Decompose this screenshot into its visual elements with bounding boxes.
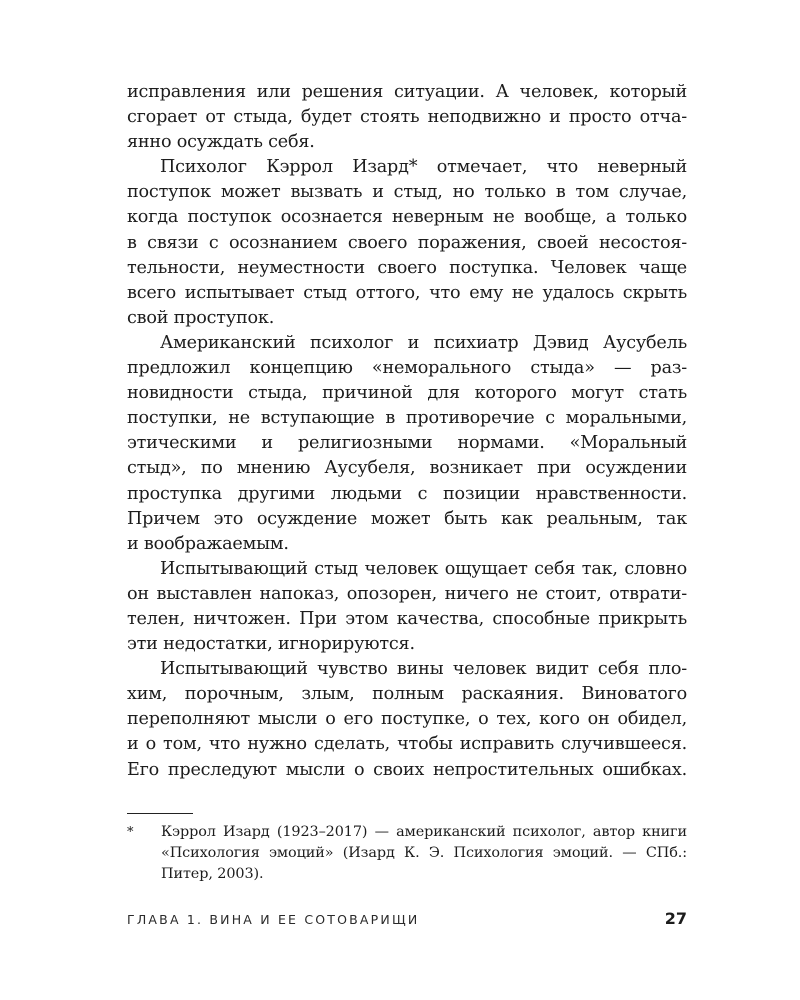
text-line: стыд», по мнению Аусубеля, возникает при осуждении: [127, 458, 687, 479]
text-line: он выставлен напоказ, опозорен, ничего не стоит, отврати-: [127, 583, 687, 604]
text-line: и воображаемым.: [127, 533, 289, 554]
footnote: [127, 822, 687, 885]
text-line: Испытывающий чувство вины человек видит себя пло-: [160, 659, 687, 680]
text-line: когда поступок осознается неверным не вообще, а только: [127, 207, 687, 228]
text-line: исправления или решения ситуации. А человек, который: [127, 82, 687, 102]
text-line: Американский психолог и психиатр Дэвид Аусубель: [160, 332, 687, 353]
body-text: [127, 80, 687, 783]
text-line: в связи с осознанием своего поражения, своей несостоя-: [127, 232, 687, 253]
page-number: 27: [664, 909, 687, 928]
footnote-line: [127, 822, 687, 843]
text-line: этическими и религиозными нормами. «Моральный: [127, 433, 687, 454]
text-line: Его преследуют мысли о своих непростительных ошибках.: [127, 759, 687, 780]
text-line: новидности стыда, причиной для которого могут стать: [127, 383, 687, 404]
text-line: поступок может вызвать и стыд, но только в том случае,: [127, 182, 687, 203]
text-line: Причем это осуждение может быть как реальным, так: [127, 508, 687, 529]
text-line: и о том, что нужно сделать, чтобы исправить случившееся.: [127, 734, 687, 755]
text-line: поступки, не вступающие в противоречие с моральными,: [127, 408, 687, 429]
footnote-divider: [127, 813, 193, 814]
text-line: хим, порочным, злым, полным раскаяния. Виноватого: [127, 684, 687, 705]
footnote-marker: *: [127, 825, 134, 840]
text-line: сгорает от стыда, будет стоять неподвижно и просто отча-: [127, 107, 687, 128]
running-head: ГЛАВА 1. ВИНА И ЕЕ СОТОВАРИЩИ: [127, 912, 420, 927]
text-line: всего испытывает стыд оттого, что ему не удалось скрыть: [127, 282, 687, 303]
text-line: свой проступок.: [127, 307, 275, 328]
text-line: янно осуждать себя.: [127, 132, 315, 153]
text-line: Испытывающий стыд человек ощущает себя так, словно: [160, 558, 687, 579]
text-line: проступка другими людьми с позиции нравственности.: [127, 483, 687, 504]
text-line: Психолог Кэррол Изард* отмечает, что неверный: [160, 157, 687, 178]
footnote-text: Кэррол Изард (1923–2017) — американский психолог, автор книги: [161, 824, 687, 840]
footnote-line: Питер, 2003).: [161, 866, 264, 882]
text-line: переполняют мысли о его поступке, о тех, кого он обидел,: [127, 709, 687, 730]
footnote-line: «Психология эмоций» (Изард К. Э. Психология эмоций. — СПб.:: [161, 845, 687, 861]
text-line: телен, ничтожен. При этом качества, способные прикрыть: [127, 608, 687, 629]
text-line: эти недостатки, игнорируются.: [127, 634, 415, 655]
text-line: предложил концепцию «неморального стыда» — раз-: [127, 358, 687, 379]
text-line: тельности, неуместности своего поступка. Человек чаще: [127, 257, 687, 278]
